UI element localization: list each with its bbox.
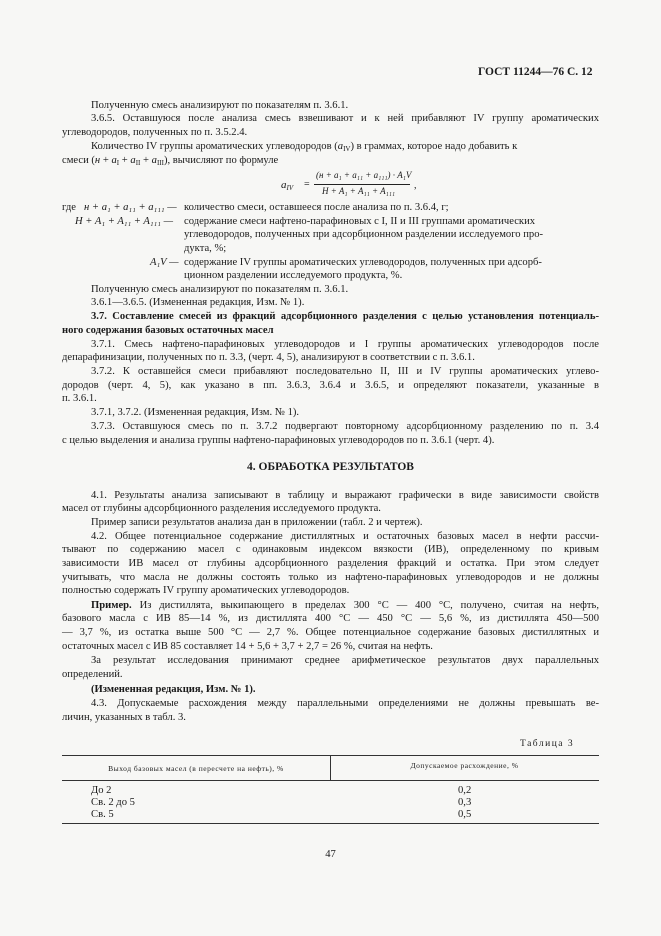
text-line: 3.6.5. Оставшуюся после анализа смесь взвешивают и к ней прибавляют IV группу ароматических	[91, 113, 599, 124]
page-number: 47	[325, 849, 336, 860]
section-title: 4. ОБРАБОТКА РЕЗУЛЬТАТОВ	[247, 461, 414, 473]
fraction-bar	[314, 184, 410, 185]
doc-header: ГОСТ 11244—76 С. 12	[478, 66, 593, 78]
table-cell-tolerance: 0,2	[458, 785, 472, 796]
text-line: с целью выделения и анализа группы нафтено-парафиновых углеводородов по п. 3.6.1 (черт. 4).	[62, 435, 495, 446]
where-text: ционном разделении исследуемого продукта, %.	[184, 270, 403, 281]
where-text: дукта, %;	[184, 243, 227, 254]
text-line: дородов (черт. 4, 5), как указано в пп. 3.6.3, 3.6.4 и 3.6.5, и определяют показатели, указанные в	[62, 380, 599, 391]
text-line: углеводородов, полученных по п. 3.5.2.4.	[62, 127, 248, 138]
text-line: масел от глубины адсорбционного разделения исследуемого продукта.	[62, 503, 381, 514]
where-text: содержание смеси нафтено-парафиновых с I, II и III группами ароматических	[184, 216, 536, 227]
table-cell-yield: Св. 5	[91, 809, 114, 820]
formula-denominator: H + A₁ + A₁₁ + A₁₁₁	[322, 186, 395, 196]
table-cell-tolerance: 0,5	[458, 809, 472, 820]
text-line: Количество IV группы ароматических углеводородов $(a_{IV})$ в граммах, которое надо добавить к	[91, 141, 518, 153]
text-line: 3.7.3. Оставшуюся смесь по п. 3.7.2 подвергают повторному адсорбционному разделению по п. 3.4	[91, 421, 599, 432]
text-part: ), вычисляют по формуле	[163, 155, 279, 166]
symbol: a	[337, 141, 344, 152]
text-line	[91, 599, 599, 612]
text-line: определений.	[62, 669, 123, 680]
where-intro: где	[62, 202, 76, 213]
text-part: смеси (	[62, 155, 95, 166]
table-header-yield: Выход базовых масел (в пересчете на нефть), %	[108, 764, 284, 773]
text-line: 4.1. Результаты анализа записывают в таблицу и выражают графически в виде зависимости свойств	[91, 490, 599, 501]
text-line: учитывать, что масла не должны состоять только из нафтено-парафиновых углеводородов и не должны	[62, 572, 599, 583]
text-part: ) в граммах, которое надо добавить к	[350, 141, 518, 152]
text-line: (Измененная редакция, Изм. № 1).	[91, 684, 256, 695]
where-symbol: H + A₁ + A₁₁ + A₁₁₁ —	[75, 216, 173, 227]
text-line: п. 3.6.1.	[62, 393, 97, 404]
text-line: смеси $(н + a_I + a_{II} + a_{III})$, вычисляют по формуле	[62, 155, 279, 167]
text-line: зависимости ИВ масел от глубины адсорбционного разделения фракций и остатка. При этом следует	[62, 558, 599, 569]
text-part: Из дистиллята, выкипающего в пределах 300 °С — 400 °С, получено, считая на нефть,	[131, 600, 599, 611]
text-line: личин, указанных в табл. 3.	[62, 712, 186, 723]
where-text: количество смеси, оставшееся после анализа по п. 3.6.4, г;	[184, 202, 449, 213]
text-line: тывают по содержанию масел с одинаковым индексом вязкости (ИВ), определенному по кривым	[62, 544, 599, 555]
table-cell-yield: До 2	[91, 785, 112, 796]
table-caption: Таблица 3	[520, 739, 575, 749]
text-line: 3.7. Составление смесей из фракций адсорбционного разделения с целью установления потенциаль-	[91, 311, 599, 322]
table-header-tolerance: Допускаемое расхождение, %	[410, 761, 519, 770]
text-line: 3.6.1—3.6.5. (Измененная редакция, Изм. № 1).	[91, 297, 305, 308]
text-line: ного содержания базовых остаточных масел	[62, 325, 274, 336]
text-line: остаточных масел с ИВ 85 составляет 14 + 5,6 + 3,7 + 2,7 = 26 %, считая на нефть.	[62, 641, 433, 652]
text-line: 4.2. Общее потенциальное содержание дистиллятных и остаточных базовых масел в нефти рассчи-	[91, 531, 599, 542]
where-text: углеводородов, полученных при адсорбционном разделении исследуемого про-	[184, 229, 544, 240]
formula-eq: =	[304, 179, 310, 190]
text-line: За результат исследования принимают среднее арифметическое результатов двух параллельных	[91, 655, 599, 666]
formula-lhs: $a_{IV}$	[281, 179, 294, 192]
table-cell-tolerance: 0,3	[458, 797, 472, 808]
formula-numerator: (н + a₁ + a₁₁ + a₁₁₁) · A₁V	[316, 170, 412, 180]
text-line: 4.3. Допускаемые расхождения между параллельными определениями не должны превышать ве-	[91, 698, 599, 709]
where-symbol: н + a₁ + a₁₁ + a₁₁₁ —	[84, 202, 177, 213]
where-symbol: A₁V —	[150, 257, 179, 268]
table-bottom-rule	[62, 823, 599, 824]
text-line: — 3,7 %, из остатка выше 500 °С — 2,7 %. Общее потенциальное содержание базовых дистиллятных и	[62, 627, 599, 638]
text-line: Пример записи результатов анализа дан в приложении (табл. 2 и чертеж).	[91, 517, 423, 528]
text-line: полностью содержать IV группу ароматических углеводородов.	[62, 585, 350, 596]
example-label: Пример.	[91, 600, 132, 611]
table-header-rule	[62, 780, 599, 781]
text-line: 3.7.2. К оставшейся смеси прибавляют последовательно II, III и IV группы ароматических углево-	[91, 366, 599, 377]
table-cell-yield: Св. 2 до 5	[91, 797, 135, 808]
text-line: 3.7.1. Смесь нафтено-парафиновых углеводородов и I группы ароматических углеводородов после	[91, 339, 599, 350]
formula-tail: ,	[414, 180, 417, 191]
where-text: содержание IV группы ароматических углеводородов, полученных при адсорб-	[184, 257, 542, 268]
text-line: 3.7.1, 3.7.2. (Измененная редакция, Изм. № 1).	[91, 407, 300, 418]
text-part: Количество IV группы ароматических углеводородов (	[91, 141, 338, 152]
text-line: Полученную смесь анализируют по показателям п. 3.6.1.	[91, 284, 349, 295]
text-line: базового масла с ИВ 85—14 %, из дистиллята 400 °С — 450 °С — 5,6 %, из дистиллята 450—500	[62, 613, 599, 624]
text-line: депарафинизации, полученных по п. 3.3, (черт. 4, 5), анализируют в соответствии с п. 3.6.1.	[62, 352, 475, 363]
text-line: Полученную смесь анализируют по показателям п. 3.6.1.	[91, 100, 349, 111]
